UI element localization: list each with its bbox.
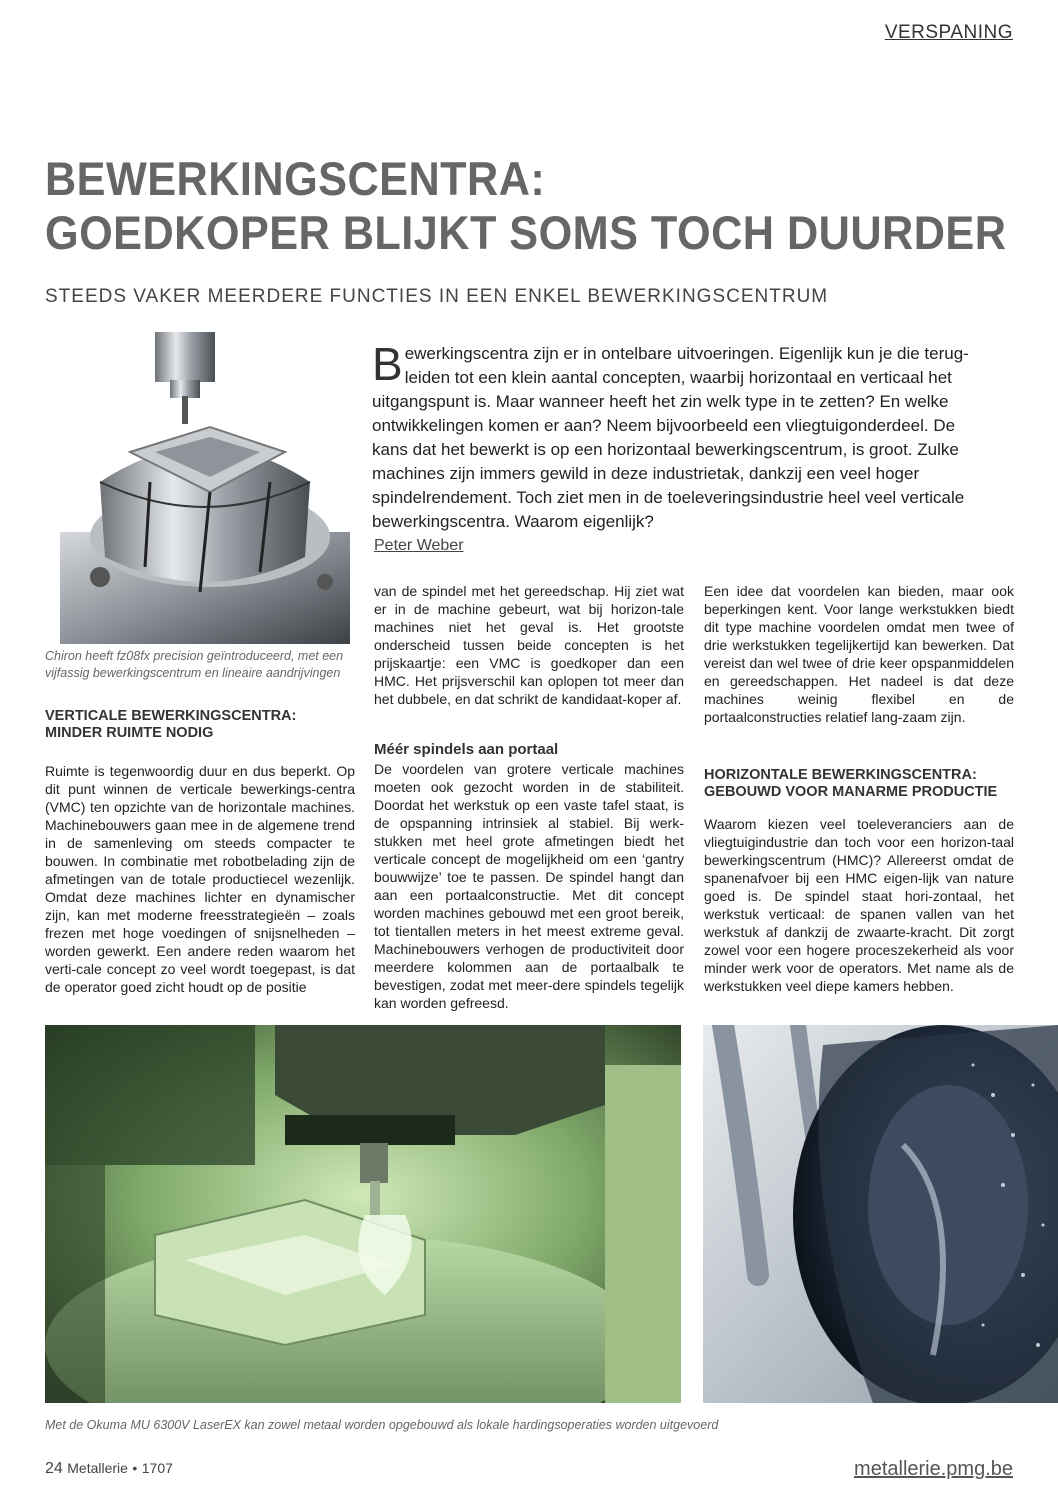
page-number: 24 [45,1460,63,1477]
bottom-caption: Met de Okuma MU 6300V LaserEX kan zowel metaal worden opgebouwd als lokale hardingsoperaties worden uitgevoerd [45,1418,719,1432]
col3-heading: HORIZONTALE BEWERKINGSCENTRA: GEBOUWD VOOR MANARME PRODUCTIE [704,767,998,800]
column-3-continued [704,815,1014,995]
col2-paragraph-2: De voordelen van grotere verticale machines moeten ook gezocht worden in de stabiliteit. Doordat het werkstuk op een vaste tafel staat, is de opspanning intrinsiek al stabiel. Bij werk-stukken met heel grote afmetingen biedt het verticale concept de mogelijkheid om een ‘gantry bouwwijze’ toe te passen. De spindel hangt dan aan een portaalconstructie. Met dit concept worden machines gebouwd met een groot bereik, tot tientallen meters in het meest extreme geval. Machinebouwers verhogen de productiviteit door meerdere kolommen aan de portaalbalk te bevestigen, zodat met meer-dere spindels tegelijk kan worden gefreesd. [374,761,684,1011]
article-subtitle: STEEDS VAKER MEERDERE FUNCTIES IN EEN ENKEL BEWERKINGSCENTRUM [45,286,829,307]
article-title [45,152,1007,260]
horizontal-spindle-photo [703,1025,1058,1403]
magazine-name: Metallerie [67,1460,128,1476]
title-line-1: BEWERKINGSCENTRA: [45,152,546,205]
intro-dropcap: B [372,338,403,390]
col2-heading: Méér spindels aan portaal [374,741,559,758]
column-3 [704,582,1014,726]
col1-paragraph: Ruimte is tegenwoordig duur en dus beperkt. Op dit punt winnen de verticale bewerkings-centra (VMC) ten opzichte van de horizontale machines. Machinebouwers gaan mee in de algemene trend in de samenleving om steeds compacter te bouwen. In combinatie met robotbelading zijn de afmetingen van de totale productiecel wezenlijk. Omdat deze machines lichter en dynamischer zijn, kan met moderne freesstrategieën – zoals frezen met hoge voedingen of snijsnelheden – worden gewerkt. Een andere reden waarom het verti-cale concept zo veel wordt toegepast, is dat de operator goed zicht houdt op de positie [45,763,355,995]
column-2 [374,582,684,708]
footer-url-link[interactable]: metallerie.pmg.be [854,1458,1013,1480]
title-line-2: GOEDKOPER BLIJKT SOMS TOCH DUURDER [45,206,1007,259]
laser-machining-photo [45,1025,681,1403]
horizontal-spindle-graphic [703,1025,1058,1403]
footer-left [45,1460,173,1478]
col1-heading: VERTICALE BEWERKINGSCENTRA: MINDER RUIMTE NODIG [45,708,297,741]
col2-paragraph-1: van de spindel met het gereedschap. Hij ziet wat er in de machine gebeurt, wat bij horizon-tale machines niet het geval is. Het grootste onderscheid tussen beide concepten is het prijskaartje: een VMC is goedkoper dan een HMC. Het prijsverschil kan oplopen tot meer dan het dubbele, en dat schrikt de kandidaat-koper af. [374,583,684,707]
col3-paragraph-2: Waarom kiezen veel toeleveranciers aan de vliegtuigindustrie dan toch voor een horizon-taal bewerkingscentrum (HMC)? Allereerst omdat de spanenafvoer bij een HMC eigen-lijk van nature goed is. De spindel staat hori-zontaal, het werkstuk verticaal: de spanen vallen van het werkstuk af dankzij de zwaarte-kracht. Dit zorgt zowel voor een hogere proceszekerheid als voor minder werk voor de operators. Met name als de werkstukken veel diepe kamers hebben. [704,816,1014,994]
col3-paragraph-1: Een idee dat voordelen kan bieden, maar ook beperkingen kent. Voor lange werkstukken biedt dit type machine voordelen omdat men twee of drie werkstukken tegelijkertijd kan bewerken. Dat vereist dan wel twee of drie keer opspanmiddelen en gereedschappen. Het nadeel is dat deze machines weinig flexibel en de portaalconstructies relatief lang-zaam zijn. [704,583,1014,725]
photo1-caption: Chiron heeft fz08fx precision geïntroduceerd, met een vijfassig bewerkingscentrum en lineaire aandrijvingen [45,649,344,680]
laser-machining-graphic [45,1025,681,1403]
column-2-continued [374,760,684,1012]
machine-photo-graphic [60,332,350,644]
article-intro [372,338,984,534]
machine-photo [60,332,350,644]
section-tag: VERSPANING [884,22,1013,43]
issue-number: 1707 [141,1460,173,1476]
intro-text: ewerkingscentra zijn er in ontelbare uitvoeringen. Eigenlijk kun je die terug-leiden tot een klein aantal concepten, waarbij horizontaal en verticaal het uitgangspunt is. Maar wanneer heeft het zin welk type in te zetten? En welke ontwikkelingen komen er aan? Neem bijvoorbeeld een vliegtuigonderdeel. De kans dat het bewerkt is op een horizontaal bewerkingscentrum, is groot. Zulke machines zijn immers gewild in deze industrietak, dankzij een veel hoger spindelrendement. Toch ziet men in de toeleveringsindustrie heel veel verticale bewerkingscentra. Waarom eigenlijk? [372,344,969,531]
article-author: Peter Weber [374,537,464,554]
column-1 [45,762,355,996]
footer-separator: • [132,1460,138,1476]
